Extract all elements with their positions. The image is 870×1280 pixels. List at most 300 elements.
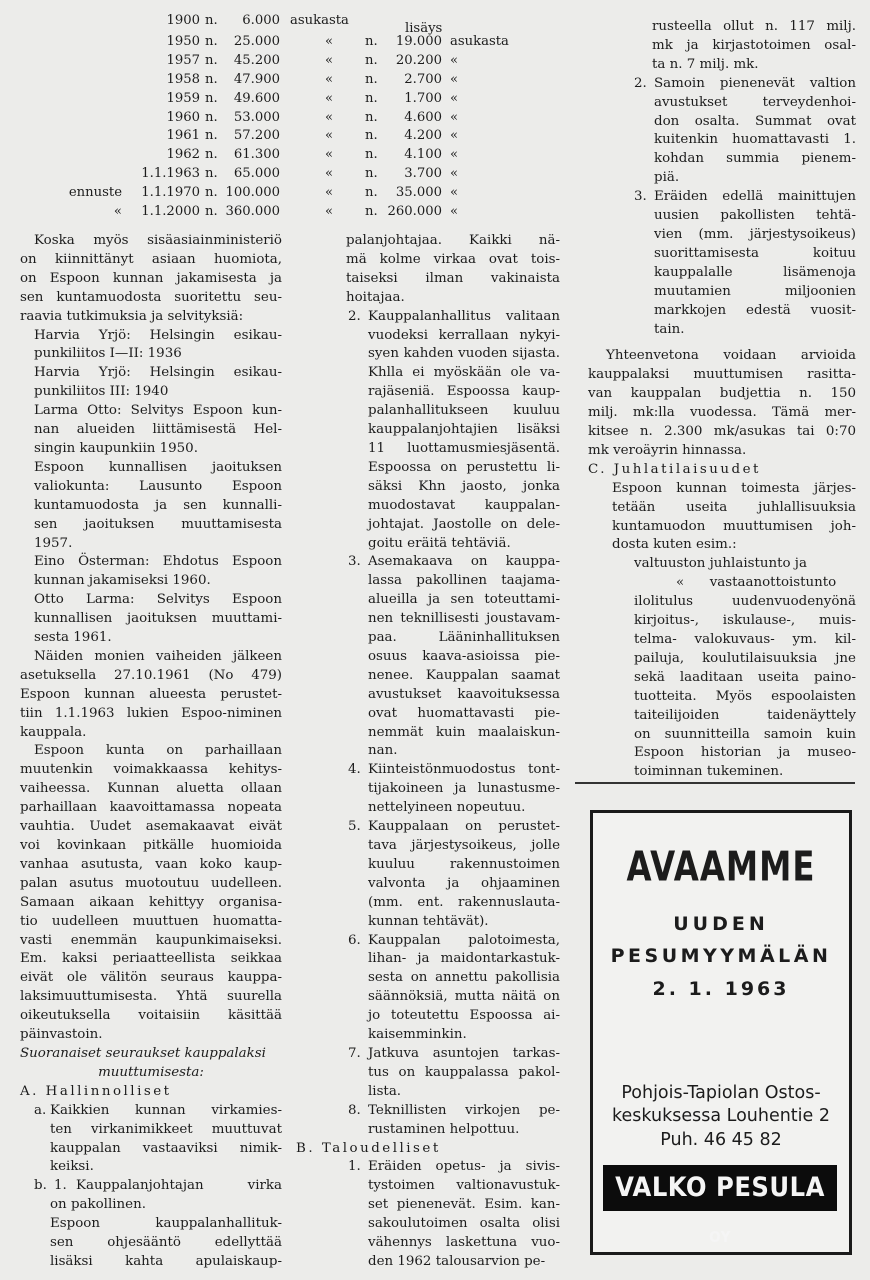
- finance-item-line: Samoin pienenevät valtion: [654, 75, 856, 91]
- paragraph-line: tiin 1.1.1963 lukien Espoo-niminen: [20, 705, 282, 721]
- reference-line: nan alueiden liittämisestä Hel-: [34, 422, 282, 438]
- admin-item-line: lista.: [368, 1083, 402, 1099]
- population-row: [70, 203, 530, 222]
- continued-text: [296, 232, 560, 308]
- admin-item-line: kunnan tehtävät).: [368, 913, 489, 929]
- reference-line: kunnan jakamiseksi 1960.: [34, 573, 211, 589]
- admin-item: [296, 308, 560, 554]
- row-n: n.: [205, 128, 218, 144]
- reference-line: punkiliitos I—II: 1936: [34, 346, 182, 362]
- admin-item-line: jo toteutettu Espoossa ai-: [368, 1008, 560, 1024]
- celebration-event-line: ilolitulus uudenvuodenyönä: [634, 594, 856, 610]
- reference-line: sesta 1961.: [34, 630, 112, 646]
- admin-item-line: säksi Khn jaosto, jonka: [368, 478, 560, 494]
- finance-item-line: muutamien miljoonien: [654, 283, 856, 299]
- celebrations-intro: [588, 480, 856, 556]
- row-population: 6.000: [242, 13, 280, 28]
- finance-item: [588, 188, 856, 339]
- row-increase-n: n.: [365, 147, 378, 163]
- row-n: n.: [205, 204, 218, 219]
- admin-item-text: [296, 553, 560, 761]
- row-population: 49.600: [233, 90, 280, 106]
- finance-item-line: den 1962 talousarvion pe-: [368, 1253, 546, 1269]
- paragraph-line: palan asutus muotoutuu uudelleen.: [20, 875, 282, 891]
- right-column: [588, 18, 856, 782]
- reference-line: punkiliitos III: 1940: [34, 384, 169, 400]
- finance-item-line: Eräiden edellä mainittujen: [654, 189, 856, 205]
- admin-item-line: alueilla ja sen toteuttami-: [368, 592, 560, 608]
- section-c-heading: C. Juhlatilaisuudet: [588, 461, 761, 477]
- celebrations-line: kuntamuodon muuttumisen joh-: [612, 518, 856, 534]
- item-a-line: Kaikkien kunnan virkamies-: [50, 1102, 282, 1118]
- finance-item-line: tain.: [654, 321, 685, 337]
- row-n: n.: [205, 33, 218, 49]
- population-row: [70, 127, 530, 146]
- row-increase-unit: «: [450, 109, 459, 125]
- continued-line: taiseksi ilman vakinaista: [346, 270, 560, 286]
- reference-line: Harvia Yrjö: Helsingin esikau-: [34, 327, 282, 343]
- row-increase-n: n.: [365, 71, 378, 87]
- celebration-event-line: tuotteita. Myös espoolaisten: [634, 688, 856, 704]
- admin-item-line: kauppalanjohtajien lisäksi: [368, 422, 560, 438]
- row-increase: 4.200: [404, 128, 442, 144]
- row-increase-unit: «: [450, 90, 459, 106]
- reference-entry: [20, 402, 282, 459]
- item-a-label: a.: [34, 1102, 47, 1118]
- row-ditto: «: [325, 166, 334, 182]
- row-increase-unit: «: [450, 185, 459, 201]
- ad-line-pesumyymala: PESUMYYMÄLÄN: [610, 945, 832, 967]
- row-increase-n: n.: [365, 166, 378, 182]
- row-n: n.: [205, 90, 218, 106]
- admin-item-line: Khlla ei myöskään ole va-: [368, 365, 560, 381]
- valko-pesula-logo: [603, 1165, 837, 1246]
- row-year: 1960: [166, 109, 200, 125]
- admin-item-line: Espoossa on perustettu li-: [368, 459, 560, 475]
- population-row: [70, 33, 530, 52]
- item-b1-line: lisäksi kahta apulaiskaup-: [50, 1253, 282, 1269]
- row-increase: 20.200: [395, 52, 442, 68]
- finance-item-line: tystoimen valtionavustuk-: [368, 1178, 560, 1194]
- paragraph-line: kauppala.: [20, 724, 87, 740]
- summary-line: kitsee n. 2.300 mk/asukas tai 0:70: [588, 424, 856, 440]
- subheading-consequences: [20, 1045, 282, 1083]
- row-increase: 19.000: [395, 33, 442, 49]
- paragraph-line: Espoon kunta on parhaillaan: [34, 743, 282, 759]
- admin-item-number: 6.: [348, 932, 361, 948]
- admin-item-line: Asemakaava on kauppa-: [368, 554, 560, 570]
- row-increase: 260.000: [387, 204, 442, 219]
- admin-item-line: säännöksiä, mutta näitä on: [368, 989, 560, 1005]
- row-prefix: «: [113, 204, 122, 219]
- item-a-line: ten virkanimikkeet muuttuvat: [50, 1121, 282, 1137]
- admin-item-line: nenee. Kauppalan saamat: [368, 667, 560, 683]
- row-increase: 2.700: [404, 71, 442, 87]
- row-population: 65.000: [233, 166, 280, 182]
- reference-entry: [20, 591, 282, 648]
- admin-item-line: avustukset kaavoituksessa: [368, 686, 560, 702]
- column-divider-rule: [575, 782, 855, 784]
- admin-item-line: rustaminen helpottuu.: [368, 1121, 520, 1137]
- row-n: n.: [205, 147, 218, 163]
- admin-item-line: goitu eräitä tehtäviä.: [368, 535, 511, 551]
- row-increase-unit: «: [450, 52, 459, 68]
- continued-line: mä kolme virkaa ovat tois-: [346, 251, 560, 267]
- admin-item-number: 2.: [348, 308, 361, 324]
- item-b1-number: 1.: [54, 1178, 67, 1194]
- finance-item-line: suorittamisesta koituu: [654, 245, 856, 261]
- row-ditto: «: [325, 90, 334, 106]
- row-increase-n: n.: [365, 90, 378, 106]
- intro-line: raavia tutkimuksia ja selvityksiä:: [20, 308, 244, 324]
- admin-item-line: vuodeksi kerrallaan nykyi-: [368, 327, 560, 343]
- logo-suffix: OY: [709, 1228, 731, 1246]
- ad-line-uuden: UUDEN: [673, 913, 769, 935]
- admin-item: [296, 761, 560, 818]
- population-row: [70, 146, 530, 165]
- row-year: 1950: [166, 33, 200, 49]
- left-column: [20, 232, 282, 1272]
- admin-item-line: lassa pakollinen taajama-: [368, 573, 560, 589]
- item-b1-line: Espoon kauppalanhallituk-: [50, 1216, 282, 1232]
- row-year: 1961: [166, 128, 200, 144]
- admin-item-line: nen teknillisesti joustavam-: [368, 611, 560, 627]
- row-ditto: «: [325, 128, 334, 144]
- item-b: [20, 1177, 282, 1272]
- row-year: 1.1.1963: [141, 166, 200, 182]
- admin-item-line: osuus kaava-asioissa pie-: [368, 648, 560, 664]
- celebration-event-line: valtuuston juhlaistunto ja: [634, 556, 807, 572]
- admin-item-line: Jatkuva asuntojen tarkas-: [368, 1045, 560, 1061]
- celebrations-line: Espoon kunnan toimesta järjes-: [612, 480, 856, 496]
- admin-item-number: 3.: [348, 554, 361, 570]
- finance-item: [588, 75, 856, 188]
- population-row: [70, 71, 530, 90]
- reference-line: Otto Larma: Selvitys Espoon: [34, 592, 282, 608]
- paragraph-line: Samaan aikaan kehittyy organisa-: [20, 894, 282, 910]
- summary-paragraph: [588, 347, 856, 460]
- row-n: n.: [205, 71, 218, 87]
- row-increase-n: n.: [365, 52, 378, 68]
- continued-line: mk ja kirjastotoimen osal-: [652, 37, 856, 53]
- celebrations-line: tetään useita juhlallisuuksia: [612, 499, 856, 515]
- population-row: [70, 109, 530, 128]
- celebration-event-line: taiteilijoiden taidenäyttely: [634, 707, 856, 723]
- admin-item: [296, 553, 560, 761]
- reference-entry: [20, 364, 282, 402]
- ad-date: 2. 1. 1963: [652, 978, 790, 1000]
- celebrations-line: dosta kuten esim.:: [612, 537, 737, 553]
- reference-line: Harvia Yrjö: Helsingin esikau-: [34, 365, 282, 381]
- reference-line: singin kaupunkiin 1950.: [34, 440, 198, 456]
- subheading-line: Suoranaiset seuraukset kauppalaksi: [20, 1045, 266, 1061]
- finance-item-text: [588, 75, 856, 188]
- section-a-heading: A. Hallinnolliset: [20, 1083, 172, 1099]
- item-a-line: kauppalan vastaaviksi nimik-: [50, 1140, 282, 1156]
- middle-column: [296, 232, 560, 1272]
- paragraph-line: Espoon kunnan alueesta perustet-: [20, 686, 282, 702]
- celebration-event-line: Espoon historian ja museo-: [634, 745, 856, 761]
- celebration-event-line: sekä laaditaan useita paino-: [634, 669, 856, 685]
- ad-address-line-1: Pohjois-Tapiolan Ostos-: [621, 1083, 821, 1103]
- row-increase: 35.000: [395, 185, 442, 201]
- reference-line: Larma Otto: Selvitys Espoon kun-: [34, 403, 282, 419]
- row-increase: 4.600: [404, 109, 442, 125]
- admin-item-line: tava järjestysoikeus, jolle: [368, 838, 560, 853]
- row-increase-n: n.: [365, 109, 378, 125]
- admin-item-line: Kauppalan palotoimesta,: [368, 932, 560, 948]
- admin-item-number: 8.: [348, 1102, 361, 1118]
- admin-item-text: [296, 308, 560, 554]
- row-increase-n: n.: [365, 204, 378, 219]
- row-increase-unit: «: [450, 128, 459, 144]
- celebration-event-line: « vastaanottoistunto: [676, 575, 837, 591]
- ad-address-line-2: keskuksessa Louhentie 2: [612, 1106, 830, 1126]
- row-year: 1.1.2000: [141, 204, 200, 219]
- admin-item-line: lihan- ja maidontarkastuk-: [368, 951, 560, 967]
- reference-line: valiokunta: Lausunto Espoon: [34, 478, 282, 494]
- finance-item-line: sakoulutoimen osalta olisi: [368, 1216, 560, 1232]
- finance-item-line: markkojen edestä vuosit-: [654, 302, 856, 318]
- admin-item-line: muodostavat kauppalan-: [368, 497, 560, 513]
- admin-item-text: [296, 1045, 560, 1102]
- row-population: 25.000: [233, 33, 280, 49]
- admin-item: [296, 818, 560, 931]
- item-a: [20, 1102, 282, 1178]
- admin-item-number: 5.: [348, 819, 361, 835]
- admin-item: [296, 932, 560, 1045]
- intro-line: on kiinnittänyt asiaan huomiota,: [20, 251, 282, 267]
- laundry-advertisement: [590, 810, 852, 1255]
- population-row: [70, 165, 530, 184]
- admin-item-line: tus on kauppalassa pakol-: [368, 1064, 560, 1080]
- item-b1-line: sen ohjesääntö edellyttää: [50, 1235, 282, 1251]
- paragraph-kehitys: [20, 742, 282, 1045]
- continued-line: hoitajaa.: [346, 289, 405, 305]
- admin-item-line: nemmät kuin maalaiskun-: [368, 724, 560, 740]
- row-n: n.: [205, 13, 218, 28]
- intro-line: on Espoon kunnan jakamisesta ja: [20, 270, 282, 286]
- row-increase-unit: «: [450, 147, 459, 163]
- row-n: n.: [205, 166, 218, 182]
- finance-item-line: piä.: [654, 170, 680, 186]
- finance-item-line: avustukset terveydenhoi-: [654, 94, 856, 110]
- finance-item: [296, 1158, 560, 1271]
- paragraph-line: tio uudelleen muuttuen huomatta-: [20, 913, 282, 929]
- reference-line: kunnallisen jaoituksen muuttami-: [34, 611, 282, 627]
- admin-item-line: syen kahden vuoden sijasta.: [368, 346, 560, 362]
- row-population: 61.300: [233, 147, 280, 163]
- paragraph-asetus: [20, 648, 282, 743]
- admin-item-number: 7.: [348, 1045, 361, 1061]
- population-row: [70, 90, 530, 109]
- row-population: 360.000: [225, 204, 280, 219]
- admin-item-line: rajäseniä. Espoossa kaup-: [368, 384, 560, 400]
- table-header-asukasta: asukasta: [290, 13, 349, 28]
- continued-line: rusteella ollut n. 117 milj.: [652, 19, 856, 34]
- admin-item-line: Kauppalaan on perustet-: [368, 819, 560, 835]
- population-row: [70, 184, 530, 203]
- celebration-event-line: toiminnan tukeminen.: [634, 764, 784, 780]
- row-increase: 4.100: [404, 147, 442, 163]
- row-ditto: «: [325, 71, 334, 87]
- population-row: [70, 12, 530, 31]
- paragraph-line: Em. kaksi periaatteellista seikkaa: [20, 951, 282, 967]
- summary-line: kauppalaksi muuttumisen rasitta-: [588, 367, 856, 383]
- reference-entry: [20, 459, 282, 554]
- admin-item-line: palanhallitukseen kuuluu: [368, 403, 560, 419]
- finance-item-text: [296, 1158, 560, 1271]
- row-increase-unit: asukasta: [450, 33, 509, 49]
- paragraph-line: voi kovinkaan pitkälle huomioida: [20, 838, 282, 853]
- paragraph-line: päinvastoin.: [20, 1027, 103, 1043]
- ad-phone: Puh. 46 45 82: [660, 1130, 782, 1150]
- continued-line: palanjohtajaa. Kaikki nä-: [346, 233, 560, 248]
- celebration-events: [588, 555, 856, 782]
- reference-line: Espoon kunnallisen jaoituksen: [34, 459, 282, 475]
- row-increase-unit: «: [450, 204, 459, 219]
- admin-item-text: [296, 818, 560, 931]
- item-a-line: keiksi.: [50, 1159, 94, 1175]
- paragraph-line: parhaillaan kaavoittamassa nopeata: [20, 800, 282, 816]
- reference-entry: [20, 327, 282, 365]
- row-year: 1900: [166, 13, 200, 28]
- item-b1-first-line: Kauppalanjohtajan virka: [76, 1178, 282, 1194]
- admin-item-line: kuuluu rakennustoimen: [368, 856, 560, 872]
- logo-main-text: VALKO PESULA: [615, 1172, 825, 1203]
- intro-line: Koska myös sisäasiainministeriö: [34, 233, 282, 248]
- celebration-event-line: kirjoitus-, iskulause-, muis-: [634, 613, 856, 629]
- ad-headline: AVAAMME: [626, 843, 816, 892]
- row-increase-unit: «: [450, 71, 459, 87]
- summary-line: mk veroäyrin hinnassa.: [588, 442, 747, 458]
- admin-item-line: nan.: [368, 743, 398, 759]
- admin-item-text: [296, 932, 560, 1045]
- finance-item-line: kuitenkin huomattavasti 1.: [654, 132, 856, 148]
- admin-item-text: [296, 1102, 560, 1140]
- admin-item-line: Teknillisten virkojen pe-: [368, 1102, 560, 1118]
- finance-item-line: vien (mm. järjestysoikeus): [654, 226, 856, 242]
- row-increase-n: n.: [365, 128, 378, 144]
- paragraph-line: eivät ole välitön seuraus kauppa-: [20, 970, 282, 986]
- table-header-lisays: lisäys: [405, 21, 443, 36]
- row-increase-n: n.: [365, 33, 378, 49]
- admin-item-line: Kiinteistönmuodostus tont-: [368, 762, 560, 778]
- row-year: 1.1.1970: [141, 185, 200, 201]
- paragraph-line: muutenkin voimakkaassa kehitys-: [20, 762, 282, 778]
- celebration-event-line: pailuja, koulutilaisuuksia jne: [634, 650, 856, 666]
- admin-item-line: johtajat. Jaostolle on dele-: [368, 516, 560, 532]
- row-n: n.: [205, 185, 218, 201]
- finance-item-text: [588, 188, 856, 339]
- finance-item-line: uusien pakollisten tehtä-: [654, 208, 856, 224]
- continued-line: ta n. 7 milj. mk.: [652, 56, 759, 72]
- summary-line: Yhteenvetona voidaan arvioida: [606, 348, 856, 364]
- paragraph-line: laksimuuttumisesta. Yhtä suurella: [20, 989, 282, 1005]
- row-population: 57.200: [233, 128, 280, 144]
- admin-item-number: 4.: [348, 762, 361, 778]
- celebration-event-line: on suunnitteilla samoin kuin: [634, 726, 856, 742]
- paragraph-line: vauhtia. Uudet asemakaavat eivät: [20, 819, 282, 835]
- row-year: 1957: [166, 52, 200, 68]
- reference-line: Eino Österman: Ehdotus Espoon: [34, 554, 282, 570]
- finance-item-line: Eräiden opetus- ja sivis-: [368, 1159, 560, 1175]
- admin-item-line: nettelyineen nopeutuu.: [368, 800, 526, 816]
- row-increase-unit: «: [450, 166, 459, 182]
- row-ditto: «: [325, 33, 334, 49]
- row-prefix: ennuste: [68, 185, 122, 201]
- admin-item-line: valvonta ja ohjaaminen: [368, 875, 560, 891]
- row-ditto: «: [325, 109, 334, 125]
- population-row: [70, 52, 530, 71]
- admin-item-line: 11 luottamusmiesjäsentä.: [368, 440, 560, 456]
- row-year: 1959: [166, 90, 200, 106]
- paragraph-line: vanhaa asutusta, vaan koko kaup-: [20, 856, 282, 872]
- reference-line: sen jaoituksen muuttamisesta: [34, 516, 282, 532]
- row-ditto: «: [325, 147, 334, 163]
- finance-item-number: 3.: [634, 189, 647, 205]
- row-year: 1958: [166, 71, 200, 87]
- paragraph-line: oikeutuksella voitaisiin käsittää: [20, 1008, 282, 1024]
- row-year: 1962: [166, 147, 200, 163]
- item-b1-continued: [50, 1196, 282, 1272]
- row-ditto: «: [325, 185, 334, 201]
- reference-line: kuntamuodosta ja sen kunnalli-: [34, 497, 282, 513]
- finance-item-number: 2.: [634, 75, 647, 91]
- admin-item: [296, 1102, 560, 1140]
- admin-item-text: [296, 761, 560, 818]
- row-n: n.: [205, 109, 218, 125]
- finance-item-line: set pienenevät. Esim. kan-: [368, 1197, 560, 1213]
- admin-item-line: kaisemminkin.: [368, 1027, 467, 1043]
- admin-item-line: sesta on annettu pakollisia: [368, 970, 560, 986]
- paragraph-line: asetuksella 27.10.1961 (No 479): [20, 667, 282, 683]
- paragraph-line: vasti enemmän kaupunkimaiseksi.: [20, 932, 282, 948]
- admin-item-line: paa. Lääninhallituksen: [368, 630, 560, 646]
- admin-item-line: ovat huomattavasti pie-: [368, 705, 560, 721]
- row-increase: 1.700: [404, 90, 442, 106]
- summary-line: milj. mk:lla vuodessa. Tämä mer-: [588, 405, 856, 421]
- row-ditto: «: [325, 52, 334, 68]
- subheading-line: muuttumisesta:: [98, 1064, 204, 1080]
- finance-item-line: kohdan summia pienem-: [654, 151, 856, 167]
- row-n: n.: [205, 52, 218, 68]
- finance-item-line: don osalta. Summat ovat: [654, 113, 856, 129]
- admin-item-line: tijakoineen ja lunastusme-: [368, 781, 560, 797]
- admin-item-line: Kauppalanhallitus valitaan: [368, 308, 560, 324]
- item-b1-line: on pakollinen.: [50, 1197, 146, 1213]
- finance-item-number: 1.: [348, 1159, 361, 1175]
- finance-item-line: vähennys laskettuna vuo-: [368, 1235, 560, 1251]
- row-increase: 3.700: [404, 166, 442, 182]
- reference-entry: [20, 553, 282, 591]
- reference-line: 1957.: [34, 535, 73, 551]
- continued-text: [588, 18, 856, 75]
- row-population: 45.200: [233, 52, 280, 68]
- row-population: 47.900: [233, 71, 280, 87]
- section-b-heading: B. Taloudelliset: [296, 1140, 441, 1156]
- paragraph-line: Näiden monien vaiheiden jälkeen: [34, 648, 282, 664]
- paragraph-line: vaiheessa. Kunnan aluetta ollaan: [20, 781, 282, 797]
- admin-item: [296, 1045, 560, 1102]
- finance-item-line: kauppalalle lisämenoja: [654, 264, 856, 280]
- celebration-event-line: telma- valokuvaus- ym. kil-: [634, 632, 856, 647]
- row-ditto: «: [325, 204, 334, 219]
- row-population: 100.000: [225, 185, 280, 201]
- row-increase-n: n.: [365, 185, 378, 201]
- admin-item-line: (mm. ent. rakennuslauta-: [368, 894, 560, 910]
- row-population: 53.000: [233, 109, 280, 125]
